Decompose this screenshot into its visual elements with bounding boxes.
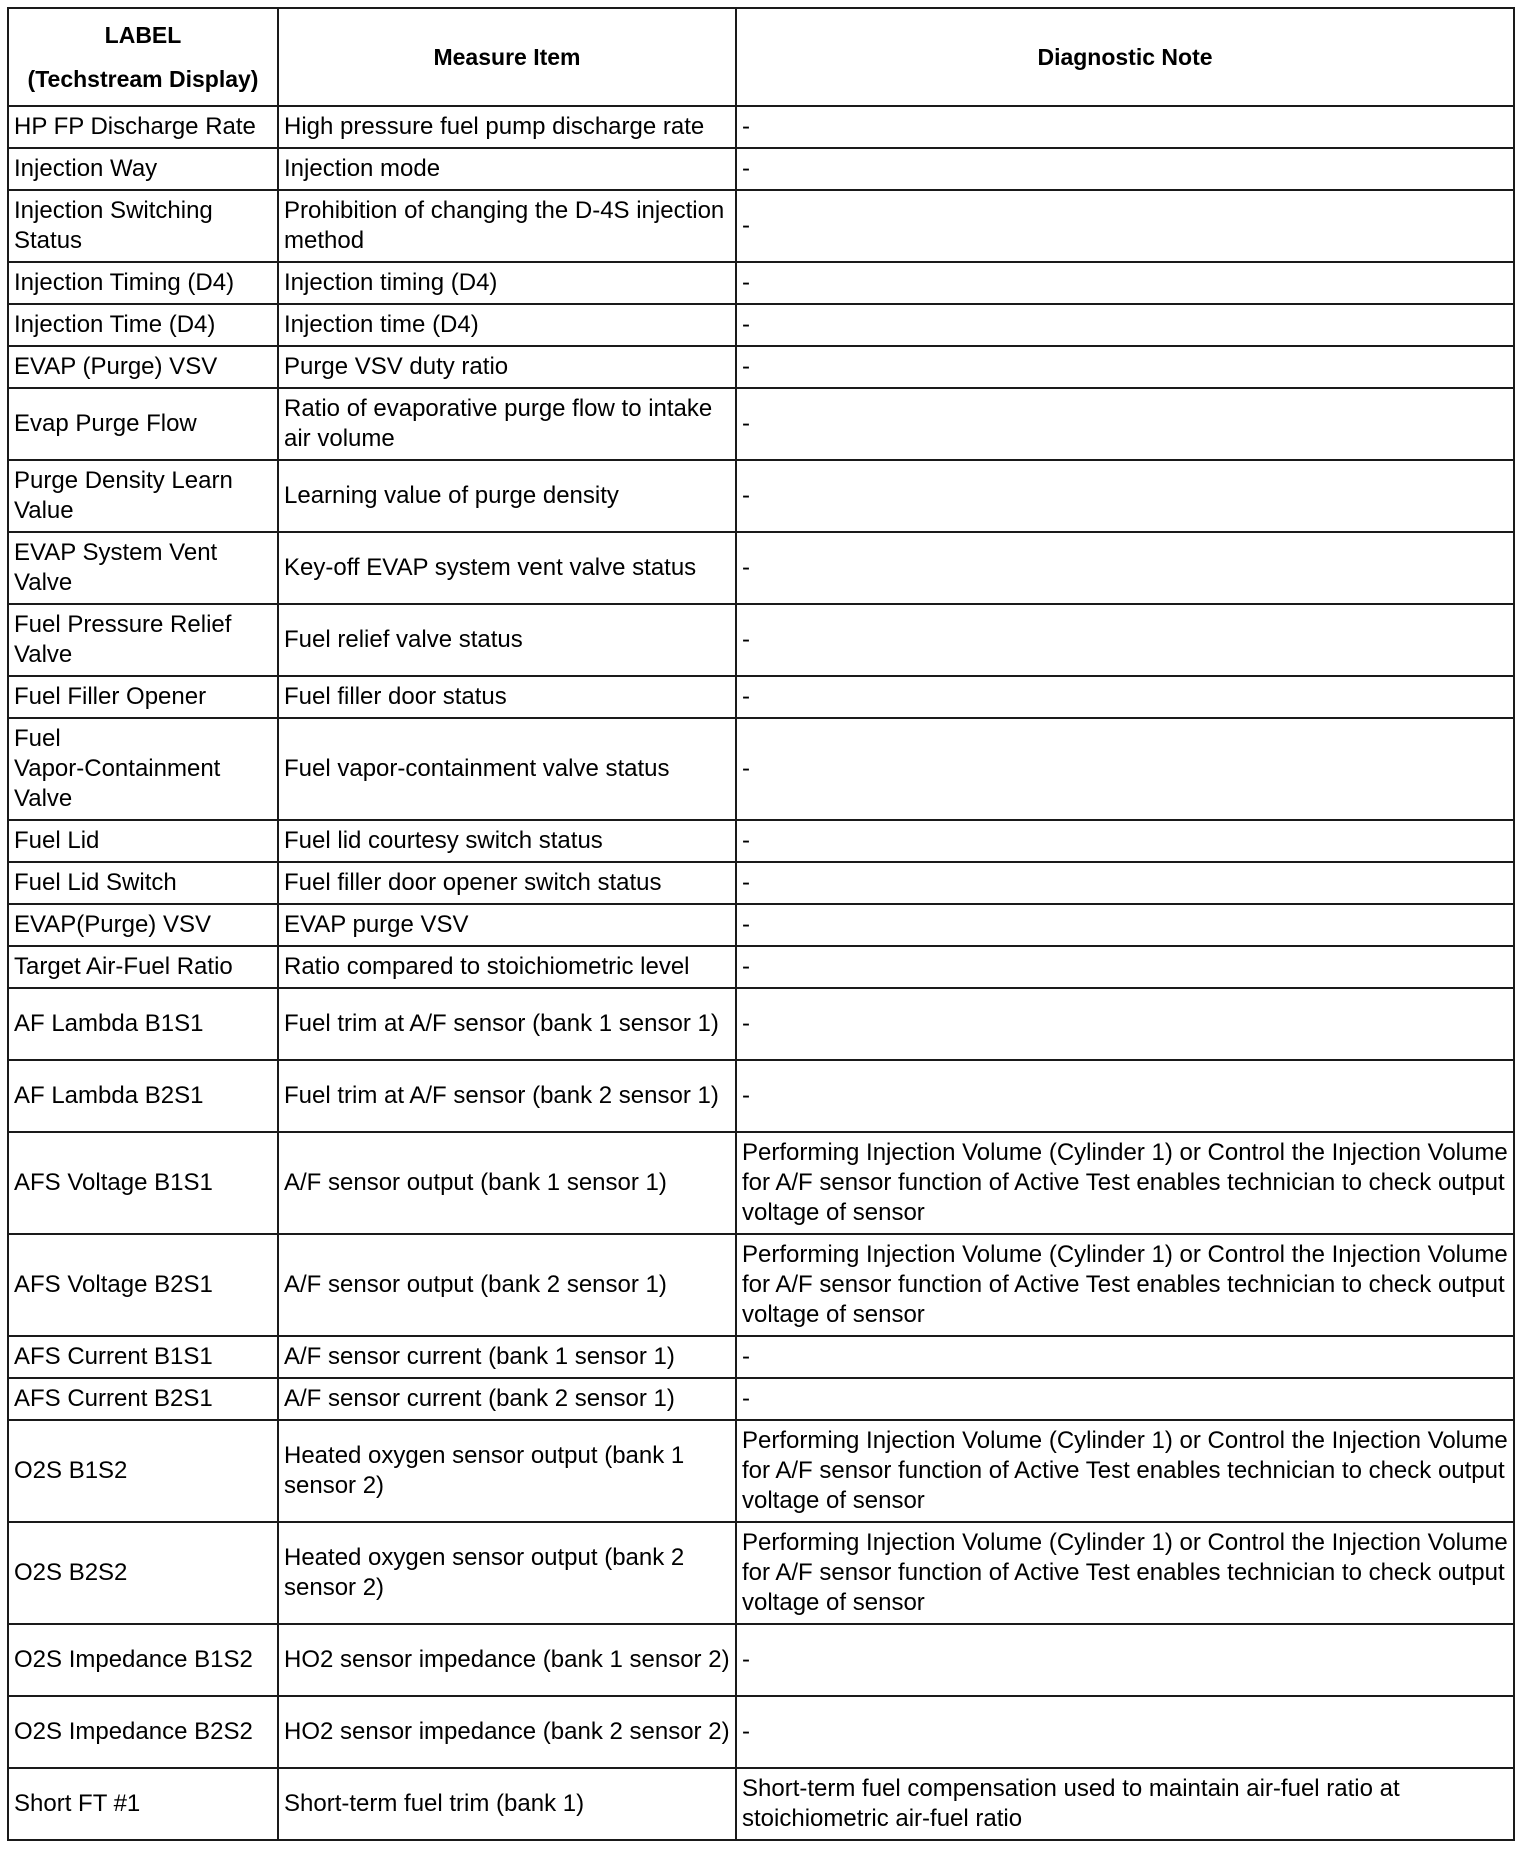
table-row	[8, 1378, 1514, 1420]
cell-diagnostic-note: -	[736, 1696, 1514, 1768]
cell-diagnostic-note: Performing Injection Volume (Cylinder 1) or Control the Injection Volume for A/F sensor function of Active Test enables technician to check output voltage of sensor	[736, 1234, 1514, 1336]
header-row	[8, 8, 1514, 106]
cell-measure-item: A/F sensor current (bank 1 sensor 1)	[278, 1336, 736, 1378]
header-diagnostic-note: Diagnostic Note	[736, 8, 1514, 106]
cell-label: AF Lambda B1S1	[8, 988, 278, 1060]
cell-measure-item: Ratio of evaporative purge flow to intake air volume	[278, 388, 736, 460]
cell-diagnostic-note: -	[736, 148, 1514, 190]
table-row	[8, 862, 1514, 904]
cell-measure-item: High pressure fuel pump discharge rate	[278, 106, 736, 148]
cell-measure-item: Injection timing (D4)	[278, 262, 736, 304]
cell-label: AFS Current B1S1	[8, 1336, 278, 1378]
table-row	[8, 106, 1514, 148]
cell-measure-item: Prohibition of changing the D-4S injection method	[278, 190, 736, 262]
table-row	[8, 262, 1514, 304]
cell-diagnostic-note: -	[736, 904, 1514, 946]
cell-diagnostic-note: -	[736, 304, 1514, 346]
cell-measure-item: Injection mode	[278, 148, 736, 190]
header-label	[8, 8, 278, 106]
header-measure-item: Measure Item	[278, 8, 736, 106]
header-label-line1: LABEL	[104, 22, 182, 48]
table-row	[8, 1336, 1514, 1378]
cell-diagnostic-note: Performing Injection Volume (Cylinder 1) or Control the Injection Volume for A/F sensor function of Active Test enables technician to check output voltage of sensor	[736, 1522, 1514, 1624]
table-row	[8, 1060, 1514, 1132]
cell-diagnostic-note: -	[736, 190, 1514, 262]
cell-measure-item: Learning value of purge density	[278, 460, 736, 532]
table-row	[8, 946, 1514, 988]
cell-label: EVAP System Vent Valve	[8, 532, 278, 604]
table-row	[8, 1522, 1514, 1624]
cell-measure-item: HO2 sensor impedance (bank 1 sensor 2)	[278, 1624, 736, 1696]
cell-label: Fuel Filler Opener	[8, 676, 278, 718]
cell-diagnostic-note: -	[736, 388, 1514, 460]
cell-diagnostic-note: -	[736, 604, 1514, 676]
cell-measure-item: A/F sensor output (bank 1 sensor 1)	[278, 1132, 736, 1234]
cell-measure-item: HO2 sensor impedance (bank 2 sensor 2)	[278, 1696, 736, 1768]
cell-measure-item: Purge VSV duty ratio	[278, 346, 736, 388]
cell-diagnostic-note: -	[736, 1378, 1514, 1420]
cell-label: Target Air-Fuel Ratio	[8, 946, 278, 988]
cell-label: AFS Current B2S1	[8, 1378, 278, 1420]
cell-diagnostic-note: -	[736, 106, 1514, 148]
cell-diagnostic-note: Performing Injection Volume (Cylinder 1) or Control the Injection Volume for A/F sensor function of Active Test enables technician to check output voltage of sensor	[736, 1132, 1514, 1234]
cell-measure-item: Heated oxygen sensor output (bank 1 sensor 2)	[278, 1420, 736, 1522]
cell-label: Injection Way	[8, 148, 278, 190]
cell-diagnostic-note: -	[736, 718, 1514, 820]
table-row	[8, 904, 1514, 946]
cell-diagnostic-note: -	[736, 946, 1514, 988]
cell-measure-item: Key-off EVAP system vent valve status	[278, 532, 736, 604]
cell-label: EVAP (Purge) VSV	[8, 346, 278, 388]
cell-label: Fuel Vapor-Containment Valve	[8, 718, 278, 820]
cell-measure-item: Heated oxygen sensor output (bank 2 sensor 2)	[278, 1522, 736, 1624]
cell-measure-item: Fuel filler door opener switch status	[278, 862, 736, 904]
cell-measure-item: Ratio compared to stoichiometric level	[278, 946, 736, 988]
table-row	[8, 304, 1514, 346]
table-row	[8, 820, 1514, 862]
cell-label: HP FP Discharge Rate	[8, 106, 278, 148]
table-row	[8, 532, 1514, 604]
cell-measure-item: Fuel filler door status	[278, 676, 736, 718]
cell-diagnostic-note: -	[736, 262, 1514, 304]
cell-label: Fuel Lid Switch	[8, 862, 278, 904]
cell-label: Injection Time (D4)	[8, 304, 278, 346]
cell-measure-item: Fuel trim at A/F sensor (bank 2 sensor 1)	[278, 1060, 736, 1132]
table-row	[8, 460, 1514, 532]
cell-diagnostic-note: -	[736, 460, 1514, 532]
cell-label: Purge Density Learn Value	[8, 460, 278, 532]
cell-label: O2S B1S2	[8, 1420, 278, 1522]
cell-measure-item: Fuel trim at A/F sensor (bank 1 sensor 1)	[278, 988, 736, 1060]
cell-measure-item: EVAP purge VSV	[278, 904, 736, 946]
cell-label: EVAP(Purge) VSV	[8, 904, 278, 946]
table-row	[8, 988, 1514, 1060]
cell-diagnostic-note: -	[736, 1624, 1514, 1696]
cell-label: O2S B2S2	[8, 1522, 278, 1624]
cell-label: O2S Impedance B2S2	[8, 1696, 278, 1768]
table-row	[8, 1624, 1514, 1696]
cell-label: AF Lambda B2S1	[8, 1060, 278, 1132]
cell-label: Fuel Lid	[8, 820, 278, 862]
cell-measure-item: Fuel relief valve status	[278, 604, 736, 676]
table-row	[8, 1234, 1514, 1336]
table-body	[8, 106, 1514, 1840]
cell-label: Fuel Pressure Relief Valve	[8, 604, 278, 676]
table-row	[8, 604, 1514, 676]
table-row	[8, 1696, 1514, 1768]
cell-label: Evap Purge Flow	[8, 388, 278, 460]
cell-diagnostic-note: -	[736, 988, 1514, 1060]
data-list-table	[7, 7, 1515, 1841]
table-row	[8, 718, 1514, 820]
cell-diagnostic-note: -	[736, 862, 1514, 904]
cell-label: AFS Voltage B1S1	[8, 1132, 278, 1234]
cell-diagnostic-note: -	[736, 532, 1514, 604]
cell-label: Short FT #1	[8, 1768, 278, 1840]
table-row	[8, 346, 1514, 388]
table-row	[8, 1132, 1514, 1234]
cell-label: O2S Impedance B1S2	[8, 1624, 278, 1696]
cell-measure-item: A/F sensor current (bank 2 sensor 1)	[278, 1378, 736, 1420]
table-row	[8, 190, 1514, 262]
cell-diagnostic-note: -	[736, 676, 1514, 718]
cell-label: Injection Timing (D4)	[8, 262, 278, 304]
cell-diagnostic-note: -	[736, 1336, 1514, 1378]
cell-measure-item: A/F sensor output (bank 2 sensor 1)	[278, 1234, 736, 1336]
table-header	[8, 8, 1514, 106]
cell-label: AFS Voltage B2S1	[8, 1234, 278, 1336]
table-row	[8, 676, 1514, 718]
cell-diagnostic-note: Short-term fuel compensation used to maintain air-fuel ratio at stoichiometric air-fuel ratio	[736, 1768, 1514, 1840]
cell-diagnostic-note: -	[736, 820, 1514, 862]
table-row	[8, 388, 1514, 460]
header-label-line2: (Techstream Display)	[27, 66, 259, 92]
cell-measure-item: Fuel vapor-containment valve status	[278, 718, 736, 820]
cell-measure-item: Injection time (D4)	[278, 304, 736, 346]
cell-diagnostic-note: -	[736, 1060, 1514, 1132]
table-row	[8, 148, 1514, 190]
cell-label: Injection Switching Status	[8, 190, 278, 262]
cell-measure-item: Fuel lid courtesy switch status	[278, 820, 736, 862]
cell-measure-item: Short-term fuel trim (bank 1)	[278, 1768, 736, 1840]
table-row	[8, 1768, 1514, 1840]
cell-diagnostic-note: Performing Injection Volume (Cylinder 1) or Control the Injection Volume for A/F sensor function of Active Test enables technician to check output voltage of sensor	[736, 1420, 1514, 1522]
table-row	[8, 1420, 1514, 1522]
cell-diagnostic-note: -	[736, 346, 1514, 388]
